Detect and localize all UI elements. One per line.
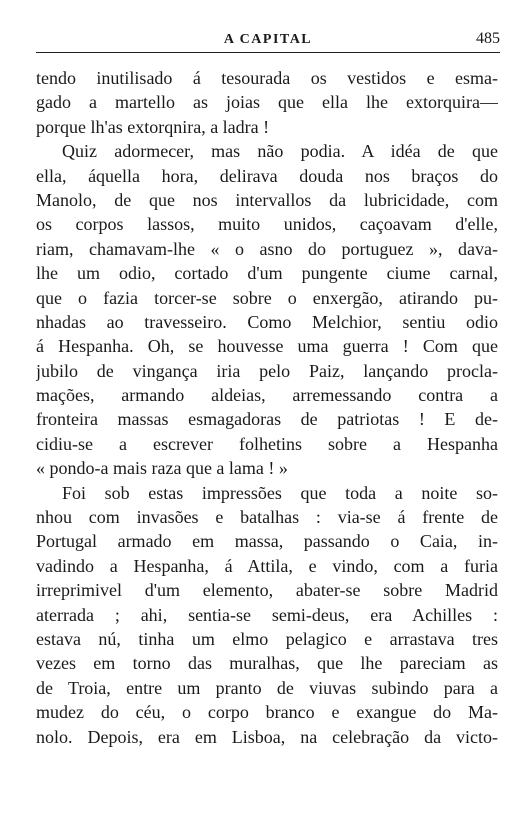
- text-line: lhe um odio, cortado d'um pungente ciume carnal,: [36, 263, 498, 284]
- text-line: porque lh'as extorqnira, a ladra !: [36, 116, 270, 137]
- text-line: nhadas ao travesseiro. Como Melchior, sentiu odio: [36, 311, 498, 332]
- text-line: gado a martello as joias que ella lhe extorquira—: [36, 92, 498, 113]
- text-line: mações, armando aldeias, arremessando contra a: [36, 385, 498, 406]
- text-line: riam, chamavam-lhe « o asno do portuguez », dava-: [36, 238, 498, 259]
- text-line: de Troia, entre um pranto de viuvas subindo para a: [36, 677, 498, 698]
- text-line: á Hespanha. Oh, se houvesse uma guerra ! Com que: [36, 336, 498, 357]
- text-line: mudez do céu, o corpo branco e exangue do Ma-: [36, 702, 498, 723]
- text-line: nolo. Depois, era em Lisboa, na celebração da victo-: [36, 726, 498, 747]
- text-line: jubilo de vingança iria pelo Paiz, lançando procla-: [36, 360, 498, 381]
- text-line: estava nú, tinha um elmo pelagico e arrastava tres: [36, 628, 498, 649]
- text-line: tendo inutilisado á tesourada os vestidos e esma-: [36, 68, 498, 88]
- text-line: cidiu-se a escrever folhetins sobre a Hespanha: [36, 433, 498, 454]
- running-title: A CAPITAL: [223, 32, 313, 47]
- text-line: Foi sob estas impressões que toda a noite so-: [62, 482, 498, 503]
- text-line: Manolo, de que nos intervallos da lubricidade, com: [36, 189, 498, 210]
- body-text: [36, 66, 498, 749]
- page-number: 485: [476, 30, 500, 47]
- text-line: ella, áquella hora, delirava douda nos braços do: [36, 165, 498, 186]
- page-header: [36, 30, 500, 52]
- text-line: que o fazia torcer-se sobre o enxergão, atirando pu-: [36, 287, 498, 308]
- header-rule: [36, 52, 500, 53]
- text-line: aterrada ; ahi, sentia-se semi-deus, era Achilles :: [36, 604, 498, 625]
- text-line: « pondo-a mais raza que a lama ! »: [36, 458, 288, 479]
- text-line: irreprimivel d'um elemento, abater-se sobre Madrid: [36, 580, 498, 601]
- text-line: fronteira massas esmagadoras de patriotas ! E de-: [36, 409, 498, 430]
- text-line: Portugal armado em massa, passando o Caia, in-: [36, 531, 498, 552]
- text-line: vezes em torno das muralhas, que lhe pareciam as: [36, 653, 498, 674]
- text-line: Quiz adormecer, mas não podia. A idéa de que: [62, 141, 498, 162]
- text-line: vadindo a Hespanha, á Attila, e vindo, com a furia: [36, 555, 498, 576]
- text-line: nhou com invasões e batalhas : via-se á frente de: [36, 507, 498, 528]
- text-line: os corpos lassos, muito unidos, caçoavam d'elle,: [36, 214, 498, 235]
